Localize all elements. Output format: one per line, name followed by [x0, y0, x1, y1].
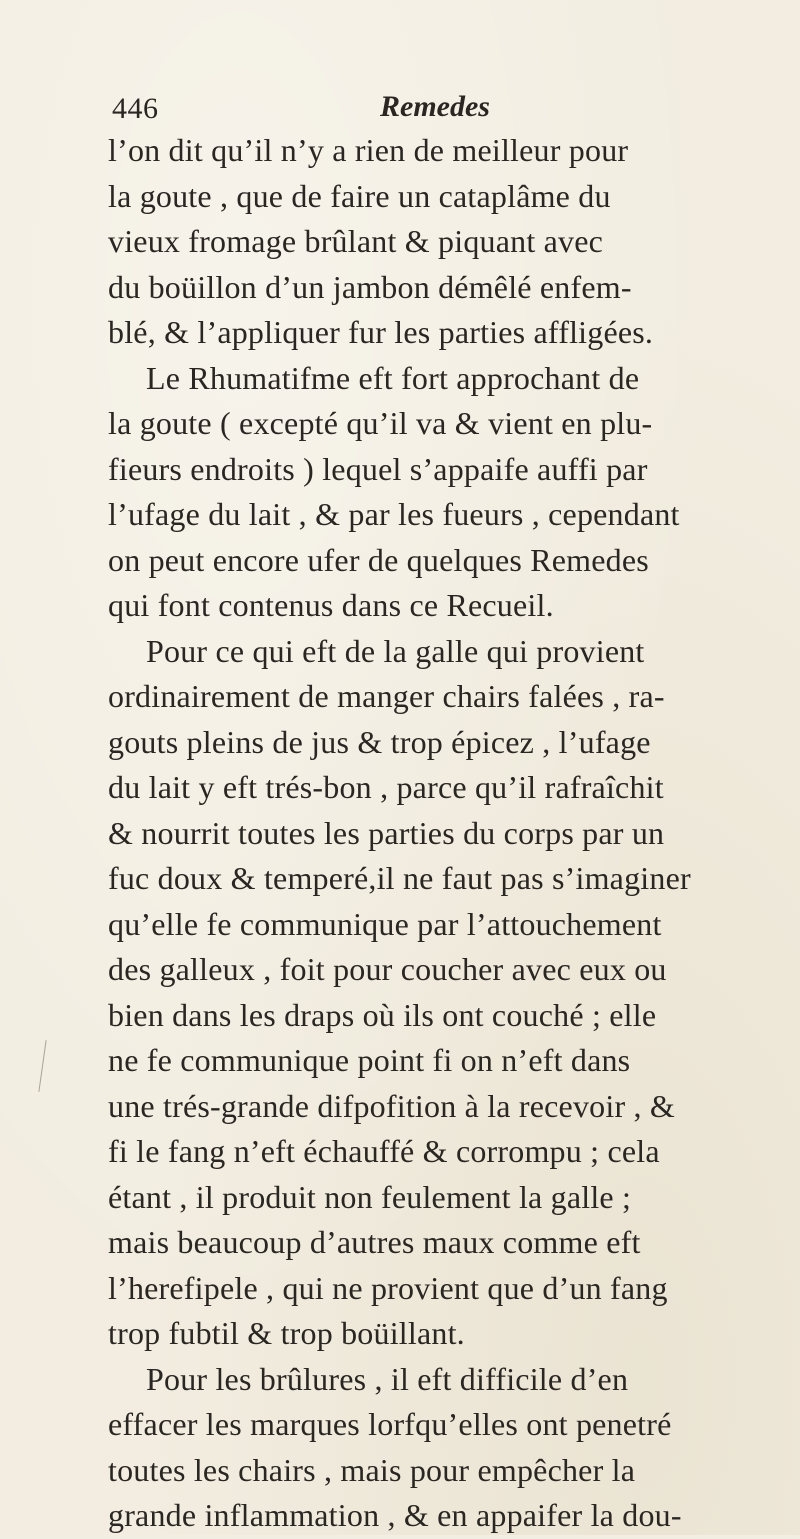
text-line: l’on dit qu’il n’y a rien de meilleur pour — [108, 132, 629, 168]
text-line: du boüillon d’un jambon démêlé enfem- — [108, 268, 632, 305]
text-line: étant , il produit non feulement la galle ; — [108, 1178, 632, 1215]
running-head: Remedes — [380, 90, 490, 123]
text-line: toutes les chairs , mais pour empêcher la — [108, 1451, 636, 1488]
paragraph-start-line: Pour les brûlures , il eft difficile d’en — [146, 1360, 629, 1397]
text-line: fi le fang n’eft échauffé & corrompu ; cela — [108, 1133, 660, 1169]
text-line: qu’elle fe communique par l’attouchement — [108, 905, 662, 942]
text-line: gouts pleins de jus & trop épicez , l’ufage — [108, 723, 651, 760]
text-line: mais beaucoup d’autres maux comme eft — [108, 1224, 641, 1260]
text-line: ordinairement de manger chairs falées , ra- — [108, 678, 665, 714]
text-line: une trés-grande difpofition à la recevoir , & — [108, 1087, 675, 1124]
text-line: fieurs endroits ) lequel s’appaife auffi par — [108, 450, 648, 487]
paragraph-start-line: Pour ce qui eft de la galle qui provient — [146, 632, 645, 669]
text-line: trop fubtil & trop boüillant. — [108, 1315, 465, 1351]
text-line: des galleux , foit pour coucher avec eux ou — [108, 951, 667, 987]
text-line: ne fe communique point fi on n’eft dans — [108, 1042, 631, 1078]
paragraph-start-line: Le Rhumatifme eft fort approchant de — [146, 359, 640, 396]
text-line: vieux fromage brûlant & piquant avec — [108, 223, 604, 259]
text-line: on peut encore ufer de quelques Remedes — [108, 541, 649, 578]
page-number: 446 — [112, 92, 159, 125]
text-line: effacer les marques lorfqu’elles ont penetré — [108, 1406, 672, 1442]
body-text — [108, 128, 786, 1539]
text-line: blé, & l’appliquer fur les parties affligées. — [108, 314, 654, 350]
text-line: la goute ( excepté qu’il va & vient en plu- — [108, 405, 653, 441]
text-line: du lait y eft trés-bon , parce qu’il rafraîchit — [108, 769, 664, 805]
text-line: bien dans les draps où ils ont couché ; elle — [108, 996, 657, 1033]
text-line: l’herefipele , qui ne provient que d’un fang — [108, 1269, 668, 1306]
text-line: grande inflammation , & en appaifer la dou- — [108, 1497, 682, 1533]
text-line: fuc doux & temperé,il ne faut pas s’imaginer — [108, 860, 691, 896]
text-line: l’ufage du lait , & par les fueurs , cependant — [108, 496, 680, 532]
text-line: la goute , que de faire un cataplâme du — [108, 177, 611, 214]
text-line: qui font contenus dans ce Recueil. — [108, 587, 554, 623]
text-line: & nourrit toutes les parties du corps par un — [108, 814, 665, 851]
page-header — [112, 92, 742, 132]
margin-pencil-mark — [38, 1040, 46, 1092]
